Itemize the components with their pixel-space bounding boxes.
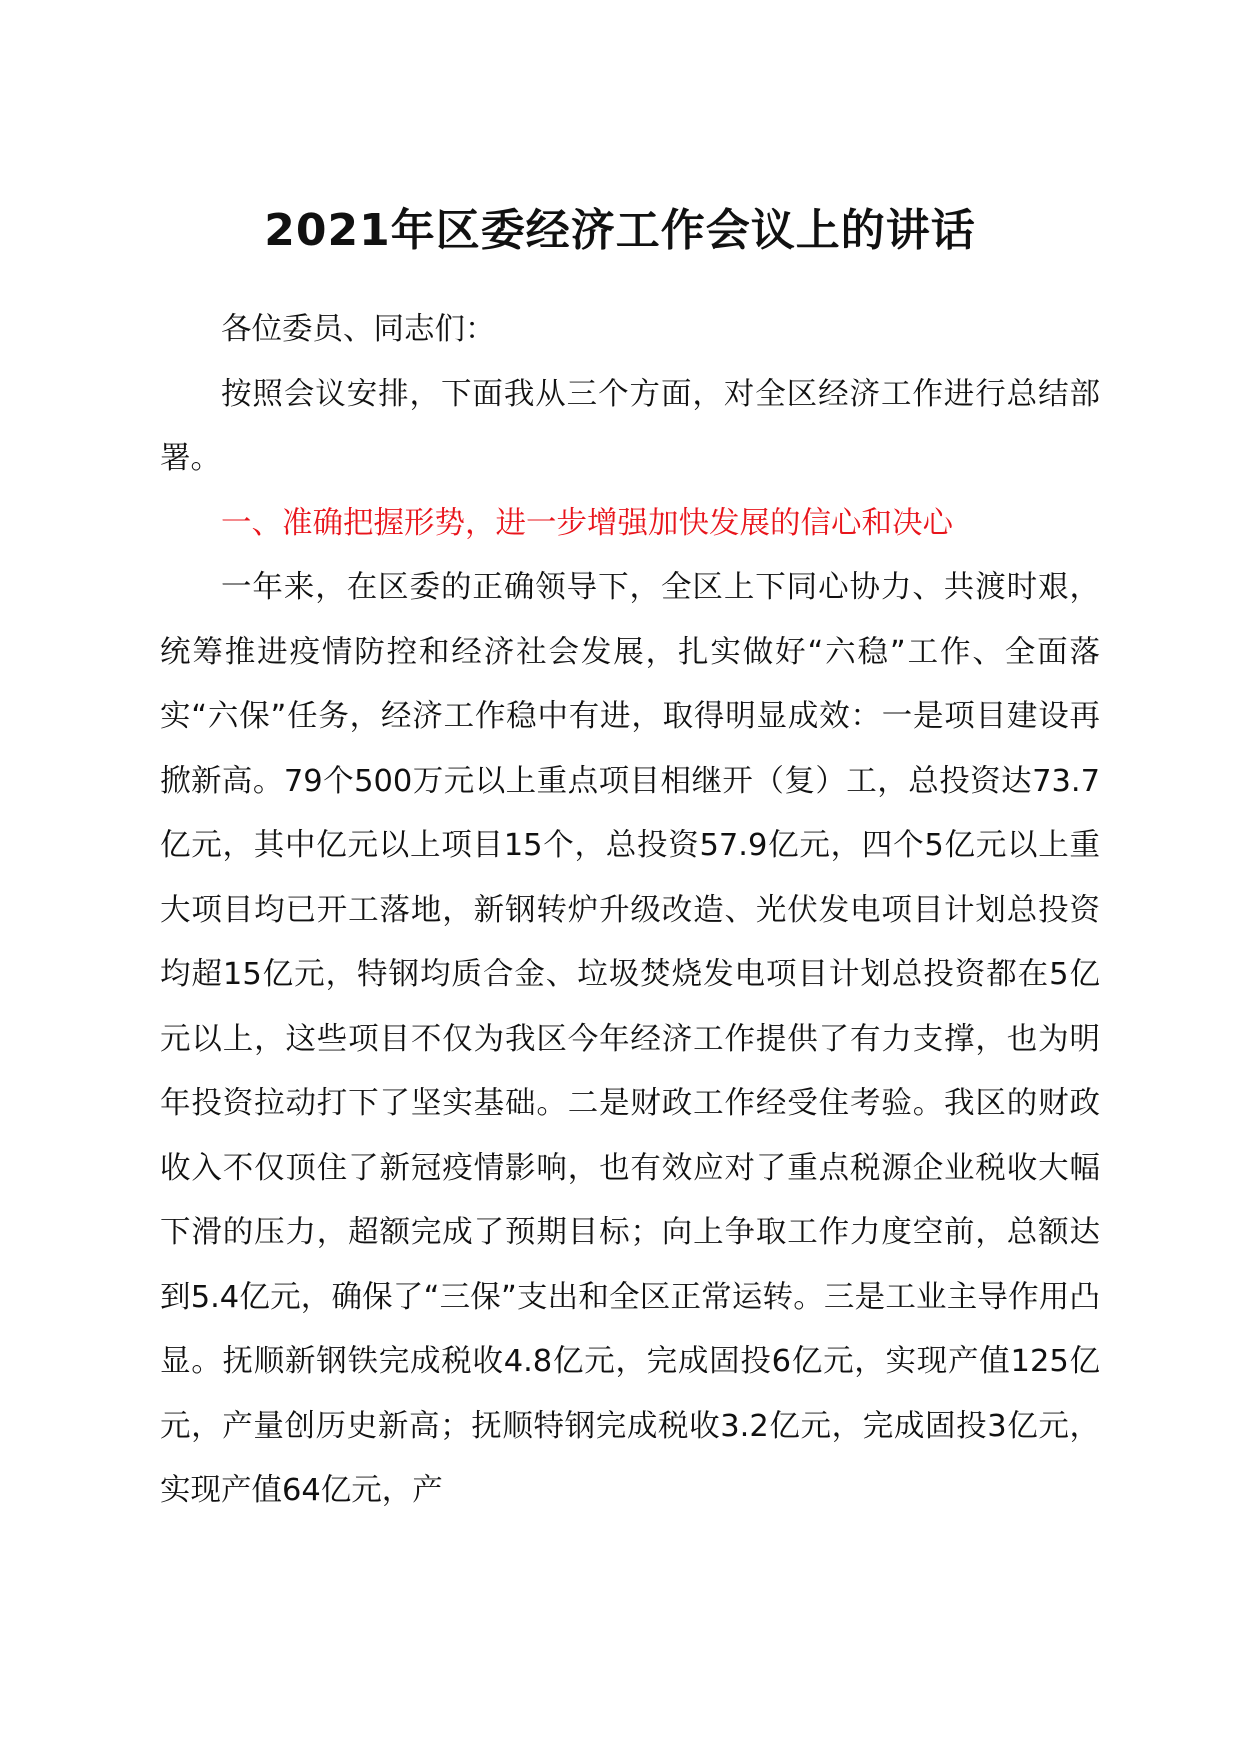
section-heading: 一、准确把握形势，进一步增强加快发展的信心和决心 [221, 505, 953, 541]
document-body [160, 298, 1100, 1524]
document-title: 2021年区委经济工作会议上的讲话 [264, 205, 976, 256]
body-paragraph: 一年来，在区委的正确领导下，全区上下同心协力、共渡时艰，统筹推进疫情防控和经济社会发展，扎实做好“六稳”工作、全面落实“六保”任务，经济工作稳中有进，取得明显成效：一是项目建设再掀新高。79个500万元以上重点项目相继开（复）工，总投资达73.7亿元，其中亿元以上项目15个，总投资57.9亿元，四个5亿元以上重大项目均已开工落地，新钢转炉升级改造、光伏发电项目计划总投资均超15亿元，特钢均质合金、垃圾焚烧发电项目计划总投资都在5亿元以上，这些项目不仅为我区今年经济工作提供了有力支撑，也为明年投资拉动打下了坚实基础。二是财政工作经受住考验。我区的财政收入不仅顶住了新冠疫情影响，也有效应对了重点税源企业税收大幅下滑的压力，超额完成了预期目标；向上争取工作力度空前，总额达到5.4亿元，确保了“三保”支出和全区正常运转。三是工业主导作用凸显。抚顺新钢铁完成税收4.8亿元，完成固投6亿元，实现产值125亿元，产量创历史新高；抚顺特钢完成税收3.2亿元，完成固投3亿元，实现产值64亿元，产 [160, 570, 1100, 1508]
intro-paragraph: 按照会议安排，下面我从三个方面，对全区经济工作进行总结部署。 [160, 376, 1100, 476]
salutation: 各位委员、同志们： [221, 312, 496, 347]
